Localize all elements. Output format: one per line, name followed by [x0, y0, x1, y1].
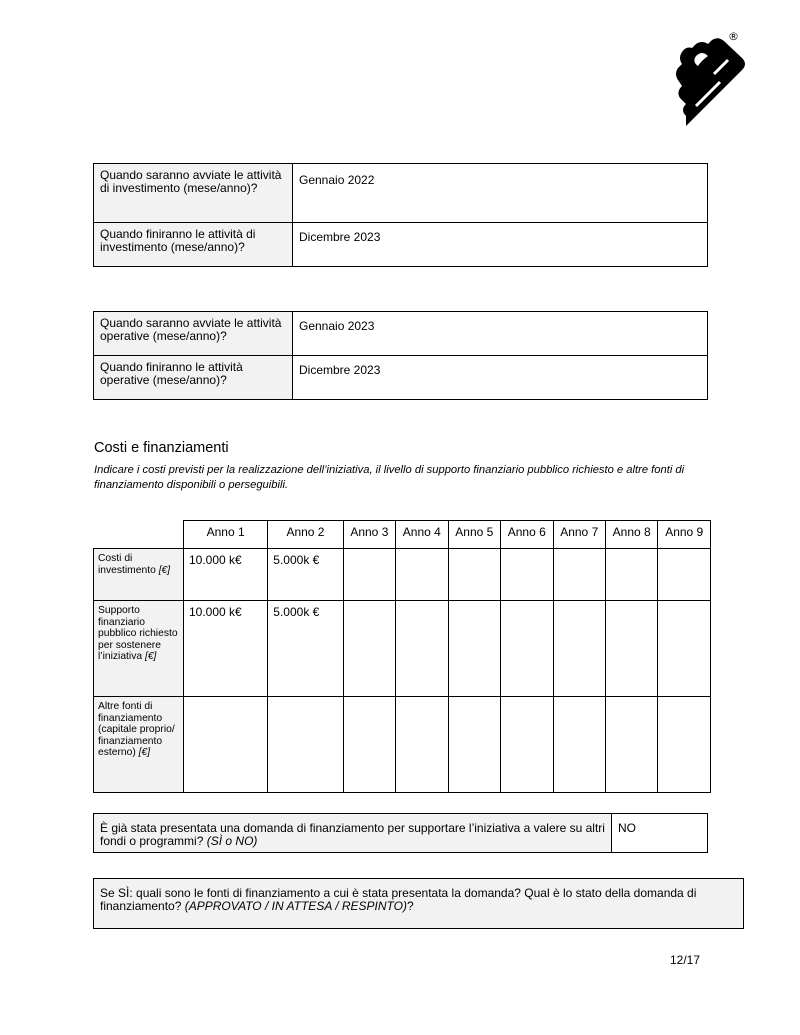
page-number: 12/17	[670, 953, 701, 967]
year-header: Anno 9	[658, 521, 711, 549]
table-cell[interactable]	[553, 697, 605, 793]
funding-status-question-text: Se SÌ: quali sono le fonti di finanziamento a cui è stata presentata la domanda? Qual è lo stato della domanda di finanziamento?	[100, 886, 697, 913]
table-cell[interactable]: 10.000 k€	[184, 601, 268, 697]
table-cell[interactable]	[605, 601, 657, 697]
row-label-unit: [€]	[158, 564, 171, 576]
table-cell[interactable]	[396, 549, 448, 601]
table-row	[94, 356, 708, 400]
header-corner	[94, 521, 184, 549]
investment-end-label: Quando finiranno le attività di investimento (mese/anno)?	[94, 223, 293, 267]
operations-end-value[interactable]: Dicembre 2023	[293, 356, 708, 400]
funding-status-table	[93, 878, 744, 929]
cost-funding-table	[93, 520, 711, 793]
row-label-text: Altre fonti di finanziamento (capitale proprio/ finanziamento esterno)	[98, 701, 175, 758]
investment-start-value[interactable]: Gennaio 2022	[293, 164, 708, 223]
table-cell[interactable]	[501, 697, 553, 793]
table-cell[interactable]	[658, 549, 711, 601]
year-header: Anno 4	[396, 521, 448, 549]
operations-start-label: Quando saranno avviate le attività operative (mese/anno)?	[94, 312, 293, 356]
other-funding-answer[interactable]: NO	[612, 814, 708, 853]
row-label-text: Supporto finanziario pubblico richiesto per sostenere l’iniziativa	[98, 605, 178, 662]
table-cell[interactable]	[501, 601, 553, 697]
table-cell[interactable]: 10.000 k€	[184, 549, 268, 601]
table-row	[94, 814, 708, 853]
investment-timeline-table	[93, 163, 708, 267]
row-label	[94, 601, 184, 697]
table-row	[94, 697, 711, 793]
year-header: Anno 6	[501, 521, 553, 549]
other-funding-hint: (SÌ o NO)	[206, 834, 258, 848]
row-label-text: Costi di investimento	[98, 553, 156, 576]
operations-timeline-table	[93, 311, 708, 400]
investment-start-label: Quando saranno avviate le attività di investimento (mese/anno)?	[94, 164, 293, 223]
year-header: Anno 2	[268, 521, 343, 549]
table-cell[interactable]	[448, 601, 500, 697]
funding-status-hint: (APPROVATO / IN ATTESA / RESPINTO)	[184, 899, 407, 913]
table-cell[interactable]	[184, 697, 268, 793]
investment-end-value[interactable]: Dicembre 2023	[293, 223, 708, 267]
operations-end-label: Quando finiranno le attività operative (mese/anno)?	[94, 356, 293, 400]
table-cell[interactable]	[658, 601, 711, 697]
section-description: Indicare i costi previsti per la realizzazione dell’iniziativa, il livello di supporto finanziario pubblico richiesto e altre fonti di finanziamento disponibili o perseguibili.	[94, 464, 685, 491]
other-funding-question	[94, 814, 612, 853]
other-funding-question-text: È già stata presentata una domanda di finanziamento per supportare l’iniziativa a valere su altri fondi o programmi?	[100, 821, 605, 848]
year-header: Anno 5	[448, 521, 500, 549]
logo-icon	[672, 28, 750, 130]
table-row	[94, 164, 708, 223]
table-row	[94, 223, 708, 267]
row-label	[94, 697, 184, 793]
table-row	[94, 601, 711, 697]
table-cell[interactable]	[343, 601, 395, 697]
table-row	[94, 549, 711, 601]
table-cell[interactable]	[448, 549, 500, 601]
funding-status-question[interactable]	[94, 879, 744, 929]
year-header: Anno 7	[553, 521, 605, 549]
table-header-row	[94, 521, 711, 549]
table-cell[interactable]: 5.000k €	[268, 601, 343, 697]
other-funding-table	[93, 813, 708, 853]
table-cell[interactable]	[658, 697, 711, 793]
year-header: Anno 1	[184, 521, 268, 549]
table-cell[interactable]	[343, 549, 395, 601]
row-label	[94, 549, 184, 601]
table-cell[interactable]	[268, 697, 343, 793]
operations-start-value[interactable]: Gennaio 2023	[293, 312, 708, 356]
row-label-unit: [€]	[144, 651, 157, 662]
table-row	[94, 879, 744, 929]
table-cell[interactable]	[553, 549, 605, 601]
row-label-unit: [€]	[138, 747, 151, 758]
table-row	[94, 312, 708, 356]
table-cell[interactable]	[605, 549, 657, 601]
table-cell[interactable]: 5.000k €	[268, 549, 343, 601]
table-cell[interactable]	[553, 601, 605, 697]
section-title: Costi e finanziamenti	[94, 440, 229, 456]
table-cell[interactable]	[396, 601, 448, 697]
table-cell[interactable]	[343, 697, 395, 793]
table-cell[interactable]	[396, 697, 448, 793]
year-header: Anno 8	[605, 521, 657, 549]
table-cell[interactable]	[501, 549, 553, 601]
svg-text:®: ®	[728, 30, 739, 43]
year-header: Anno 3	[343, 521, 395, 549]
funding-status-suffix: ?	[407, 899, 414, 913]
table-cell[interactable]	[448, 697, 500, 793]
table-cell[interactable]	[605, 697, 657, 793]
